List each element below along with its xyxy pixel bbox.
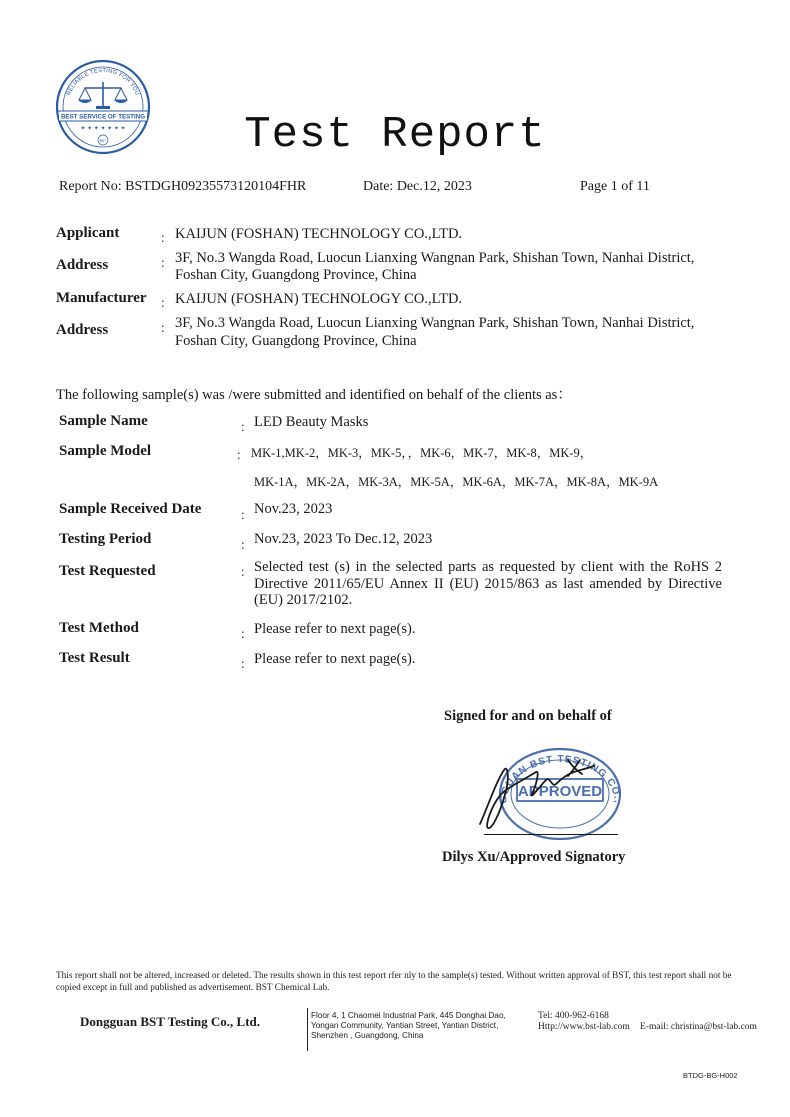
footer-divider xyxy=(307,1008,308,1051)
sample-name-label: Sample Name xyxy=(59,413,148,429)
manufacturer-address-label: Address xyxy=(56,322,109,338)
colon: ： xyxy=(240,565,253,579)
sample-model-line2: MK-1A，MK-2A，MK-3A，MK-5A，MK-6A，MK-7A，MK-8A，MK-9A xyxy=(254,475,659,489)
stamp-seal-icon xyxy=(470,746,630,846)
logo-banner-text: BEST SERVICE OF TESTING xyxy=(60,113,146,121)
footer-email: E-mail: christina@bst-lab.com xyxy=(640,1022,757,1032)
colon: ： xyxy=(240,627,253,641)
report-date: Date: Dec.12, 2023 xyxy=(363,179,472,194)
stamp-center-text: APPROVED xyxy=(517,783,603,800)
footer-tel: Tel: 400-962-6168 xyxy=(538,1011,609,1021)
test-method-label: Test Method xyxy=(59,620,139,636)
page-title: Test Report xyxy=(244,110,546,160)
colon: ： xyxy=(160,296,173,310)
signature-line xyxy=(484,834,618,835)
signatory-name: Dilys Xu/Approved Signatory xyxy=(442,849,626,865)
logo-bottom-text: BST xyxy=(99,139,107,143)
colon: ： xyxy=(160,321,173,335)
footer-address: Floor 4, 1 Chaomei Industrial Park, 445 Donghai Dao, Yongan Community, Yantian Street, Yantian District, Shenzhen , Guangdong, China xyxy=(311,1011,506,1040)
received-date-label: Sample Received Date xyxy=(59,501,202,517)
test-method-value: Please refer to next page(s). xyxy=(254,621,416,637)
approval-stamp xyxy=(470,746,630,846)
test-requested-label: Test Requested xyxy=(59,563,156,579)
manufacturer-label: Manufacturer xyxy=(56,290,147,306)
applicant-address-line1: 3F, No.3 Wangda Road, Luocun Lianxing Wangnan Park, Shishan Town, Nanhai District, xyxy=(175,250,695,266)
colon: ： xyxy=(240,508,253,522)
manufacturer-value: KAIJUN (FOSHAN) TECHNOLOGY CO.,LTD. xyxy=(175,291,463,307)
colon: ： xyxy=(160,256,173,270)
sample-model-label: Sample Model xyxy=(59,443,152,459)
testing-period-label: Testing Period xyxy=(59,531,152,547)
applicant-label: Applicant xyxy=(56,225,120,241)
test-result-label: Test Result xyxy=(59,650,130,666)
logo-ring-text: RELIABLE TESTING FOR YOU xyxy=(66,67,140,97)
signed-for-text: Signed for and on behalf of xyxy=(444,708,612,724)
applicant-value: KAIJUN (FOSHAN) TECHNOLOGY CO.,LTD. xyxy=(175,226,463,242)
received-date-value: Nov.23, 2023 xyxy=(254,501,333,517)
colon: ： xyxy=(240,538,253,552)
report-number: Report No: BSTDGH09235573120104FHR xyxy=(59,179,307,194)
sample-name-value: LED Beauty Masks xyxy=(254,414,369,430)
testing-period-value: Nov.23, 2023 To Dec.12, 2023 xyxy=(254,531,433,547)
manufacturer-address-line1: 3F, No.3 Wangda Road, Luocun Lianxing Wangnan Park, Shishan Town, Nanhai District, xyxy=(175,315,695,331)
page-indicator: Page 1 of 11 xyxy=(580,179,650,194)
colon: ： xyxy=(160,231,173,245)
applicant-address-label: Address xyxy=(56,257,109,273)
footer-company: Dongguan BST Testing Co., Ltd. xyxy=(80,1014,261,1029)
colon: ： xyxy=(236,448,249,462)
svg-text:✦ ✦ ✦ ✦ ✦ ✦ ✦: ✦ ✦ ✦ ✦ ✦ ✦ ✦ xyxy=(80,126,126,132)
colon: ： xyxy=(240,420,253,434)
disclaimer-text: This report shall not be altered, increased or deleted. The results shown in this test report rfer nly to the sample(s) tested. Without written approval of BST, this test report shall not be copied except in full and published as advertisement. BST Chemical Lab. xyxy=(56,971,732,993)
applicant-address-line2: Foshan City, Guangdong Province, China xyxy=(175,267,417,283)
footer-website: Http://www.bst-lab.com xyxy=(538,1022,630,1032)
document-code: BTDG-BG-H002 xyxy=(683,1071,738,1080)
test-requested-value: Selected test (s) in the selected parts as requested by client with the RoHS 2 Directive 2011/65/EU Annex II (EU) 2015/863 as last amended by Directive (EU) 2017/2102. xyxy=(254,559,722,608)
manufacturer-address-line2: Foshan City, Guangdong Province, China xyxy=(175,333,417,349)
sample-model-line1: MK-1,MK-2，MK-3，MK-5，，MK-6，MK-7，MK-8，MK-9， xyxy=(251,446,593,460)
test-result-value: Please refer to next page(s). xyxy=(254,651,416,667)
colon: ： xyxy=(240,657,253,671)
stamp-ring-text: GGUAN BST TESTING CO., xyxy=(497,754,624,805)
intro-text: The following sample(s) was /were submitted and identified on behalf of the clients as： xyxy=(56,387,572,403)
